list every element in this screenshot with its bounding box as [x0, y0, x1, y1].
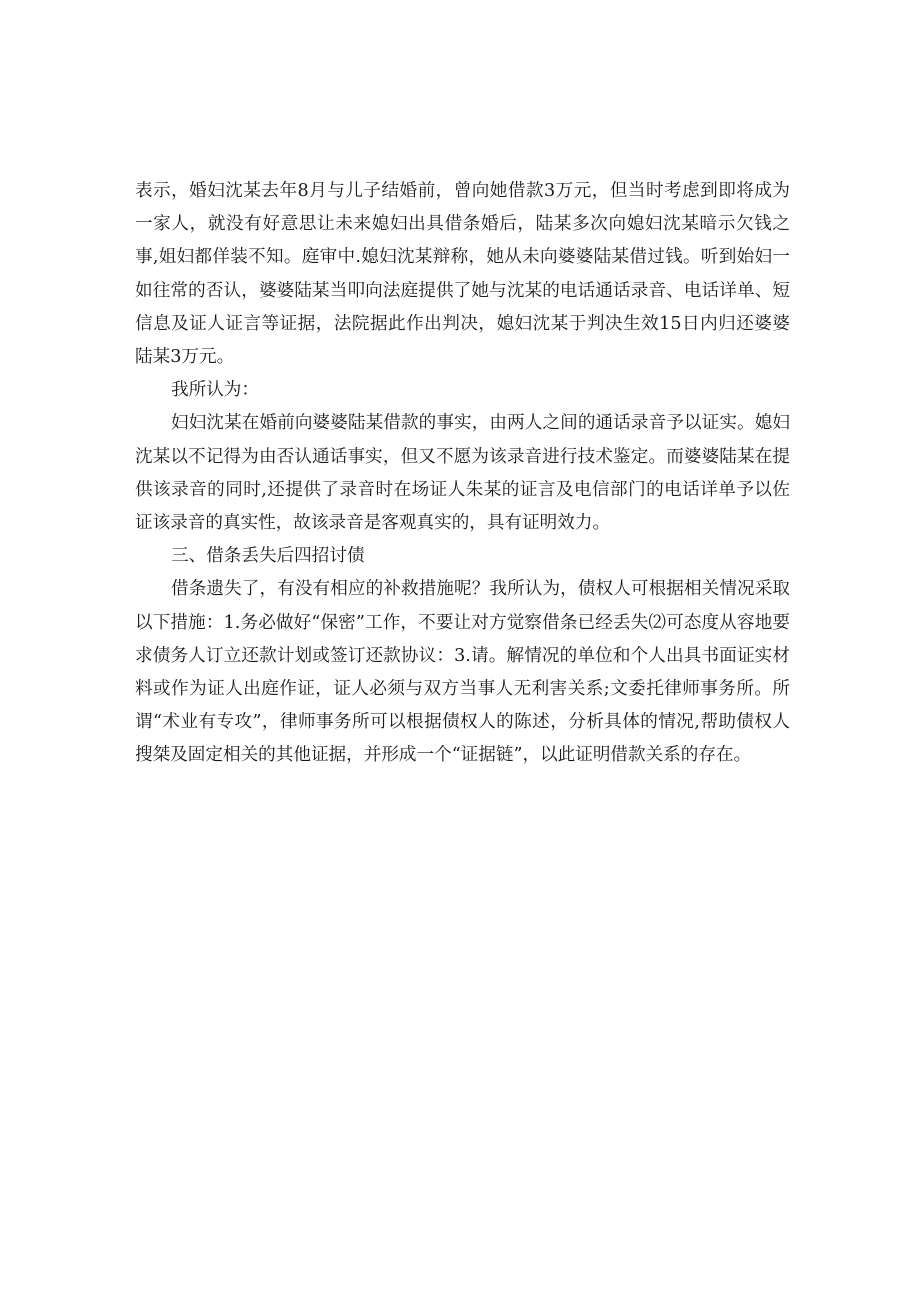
- section-heading-lost-iou: 三、借条丢失后四招讨债: [171, 546, 365, 567]
- document-body: [135, 175, 790, 773]
- paragraph-remedial-measures: 借条遗失了，有没有相应的补救措施呢？我所认为，债权人可根据相关情况采取以下措施：1.务必做好“保密”工作，不要让对方觉察借条已经丢失⑵可态度从容地要求债务人订立还款计划或签订还款协议：3.请。解情况的单位和个人出具书面证实材料或作为证人出庭作证，证人必须与双方当事人无利害关系;文委托律师事务所。所谓“术业有专攻”，律师事务所可以根据债权人的陈述，分析具体的情况,帮助债权人搜桀及固定相关的其他证据，并形成一个“证据链”，以此证明借款关系的存在。: [135, 579, 790, 766]
- paragraph-case-description: 表示，婚妇沈某去年8月与儿子结婚前，曾向她借款3万元，但当时考虑到即将成为一家人，就没有好意思让未来媳妇出具借条婚后，陆某多次向媳妇沈某暗示欠钱之事,姐妇都佯装不知。庭审中.媳妇沈某辩称，她从未向婆婆陆某借过钱。听到始妇一如往常的否认，婆婆陆某当叩向法庭提供了她与沈某的电话通话录音、电话详单、短信息及证人证言等证据，法院据此作出判决，媳妇沈某于判决生效15日内归还婆婆陆某3万元。: [135, 181, 790, 368]
- paragraph-firm-opinion-heading: 我所认为：: [171, 380, 259, 401]
- paragraph-firm-opinion: 妇妇沈某在婚前向婆婆陆某借款的事实，由两人之间的通话录音予以证实。媳妇沈某以不记得为由否认通话事实，但又不愿为该录音进行技术鉴定。而婆婆陆某在提供该录音的同时,还提供了录音时在场证人朱某的证言及电信部门的电话详单予以佐证该录音的真实性，故该录音是客观真实的，具有证明效力。: [135, 413, 790, 534]
